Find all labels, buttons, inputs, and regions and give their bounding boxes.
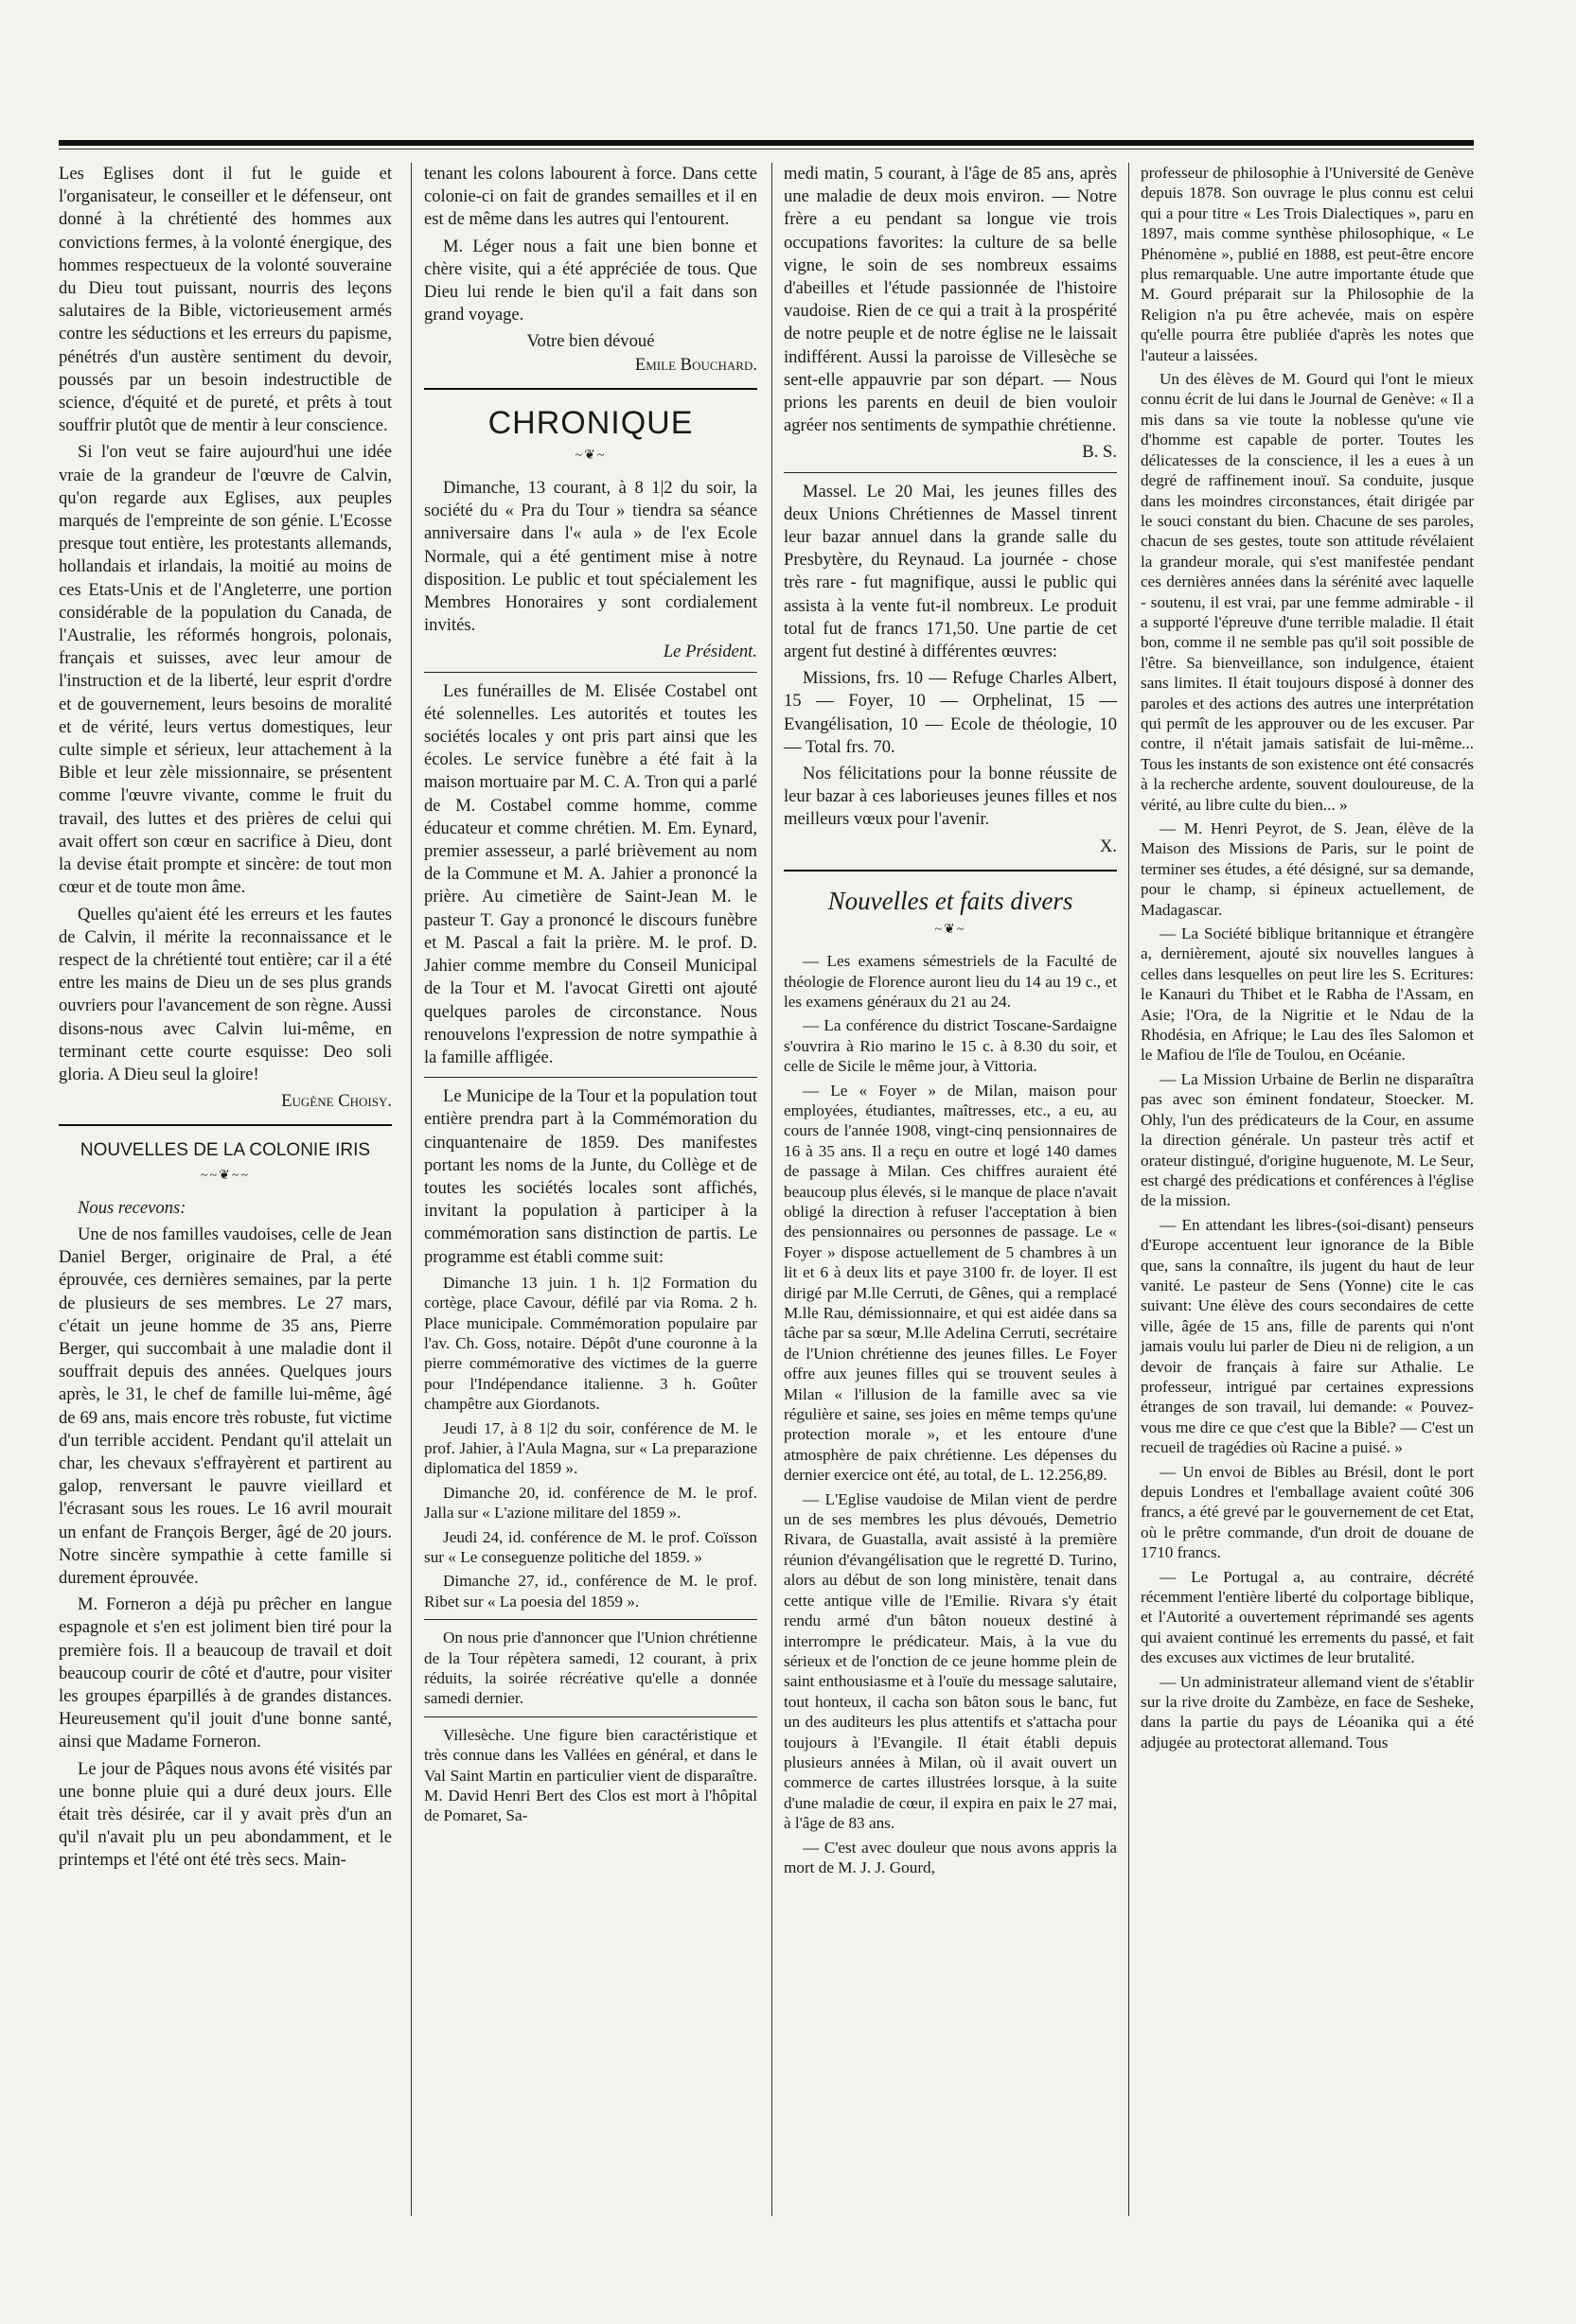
section-heading: CHRONIQUE xyxy=(487,404,694,441)
column-divider xyxy=(771,163,772,2216)
top-rule xyxy=(59,140,1474,146)
paragraph: Les Eglises dont il fut le guide et l'organisateur, le conseiller et le défenseur, ont donné à la chrétienté des hommes aux convictions fermes, à la volonté énergique, des hommes respectueux de la volonté souveraine du Dieu tout puissant, nourris des leçons salutaires de la Bible, victorieusement armés contre les séductions et les erreurs du papisme, pénétrés d'un austère sentiment du devoir, poussés par un besoin indestructible de science, d'équité et de pureté, et prêts à tout souffrir plutôt que de mentir à leur conscience. xyxy=(59,164,392,436)
paragraph: Le jour de Pâques nous avons été visités par une bonne pluie qui a duré deux jours. Elle était très désirée, car il y avait près d'un an qu'il n'avait plu un peu abondamment, et le printemps et l'été ont été très secs. Main- xyxy=(59,1758,392,1871)
paragraph: — Un administrateur allemand vient de s'établir sur la rive droite du Zambèze, en face de Sesheke, dans la partie du pays de Léoanika qui a été adjugée au protectorat allemand. Tous xyxy=(1141,1672,1474,1752)
section-heading: Nouvelles et faits divers xyxy=(827,886,1073,915)
paragraph: — En attendant les libres-(soi-disant) penseurs d'Europe accentuent leur ignorance de la Bible que, sans la connaître, ils jugent du haut de leur vanité. Le pasteur de Sens (Yonne) cite le cas suivant: Une élève des cours secondaires de cette ville, âgée de 15 ans, fille de parents qui n'ont jamais voulu lui parler de Dieu ni de religion, a un devoir de français à faire sur Athalie. Le professeur, intrigué par certaines expressions étranges de son travail, lui demande: « Pouvez-vous me dire ce que c'est que la Bible? — C'est un recueil de tragédies où Racine a puisé. » xyxy=(1141,1215,1474,1457)
paragraph: Une de nos familles vaudoises, celle de Jean Daniel Berger, originaire de Pral, a été éprouvée, ces dernières semaines, par la perte de plusieurs de ses membres. Le 27 mars, c'était un jeune homme de 35 ans, Pierre Berger, qui succombait à une maladie dont il souffrait depuis des années. Quelques jours après, le 31, le chef de famille lui-même, âgé de 69 ans, mais encore très robuste, fut victime d'un terrible accident. Pendant qu'il attelait un char, les chevaux s'effrayèrent et partirent au galop, renversant le pauvre vieillard et l'écrasant sous les roues. Le 16 avril mourait un enfant de François Berger, âgé de 20 jours. Notre sincère sympathie à cette famille si durement éprouvée. xyxy=(59,1224,392,1588)
signature: X. xyxy=(1099,836,1117,856)
paragraph: — M. Henri Peyrot, de S. Jean, élève de la Maison des Missions de Paris, sur le point de terminer ses études, a été désigné, sur sa demande, pour le champ, si épineux actuellement, de Madagascar. xyxy=(1141,819,1474,919)
paragraph: Quelles qu'aient été les erreurs et les fautes de Calvin, il mérite la reconnaissance et le respect de la chrétienté tout entière; car il a été entre les mains de Dieu un de ses plus grands ouvriers pour l'avancement de son règne. Aussi disons-nous avec Calvin lui-même, en terminant cette courte esquisse: Deo soli gloria. A Dieu seul la gloire! xyxy=(59,904,392,1084)
paragraph: — La Société biblique britannique et étrangère a, dernièrement, ajouté six nouvelles langues à celles dans lesquelles on peut lire les S. Ecritures: le Kanauri du Thibet et le Rabha de l'Assam, en Asie; l'Ora, de la Nigritie et le Ndau de la Rhodésia, en Afrique; le Lau des îles Salomon et le Mafiou de l'île de Toulou, en Océanie. xyxy=(1141,924,1474,1065)
section-rule xyxy=(59,1124,392,1126)
paragraph: tenant les colons labourent à force. Dans cette colonie-ci on fait de grandes semailles et il en est de même dans les autres qui l'entourent. xyxy=(424,164,757,230)
paragraph: Dimanche 13 juin. 1 h. 1|2 Formation du cortège, place Cavour, défilé par via Roma. 2 h. Place municipale. Commémoration populaire par l'av. Ch. Goss, notaire. Dépôt d'une couronne à la pierre commémorative des victimes de la guerre pour l'Indépendance italienne. 3 h. Goûter champêtre aux Giordanots. xyxy=(424,1273,757,1414)
paragraph: Dimanche 27, id., conférence de M. le prof. Ribet sur « La poesia del 1859 ». xyxy=(424,1572,757,1611)
column-4 xyxy=(1141,163,1474,1756)
paragraph: Jeudi 17, à 8 1|2 du soir, conférence de M. le prof. Jahier, à l'Aula Magna, sur « La preparazione diplomatica del 1859 ». xyxy=(424,1418,757,1478)
signature: B. S. xyxy=(1082,442,1117,463)
paragraph: M. Léger nous a fait une bien bonne et chère visite, qui a été appréciée de tous. Que Dieu lui rende le bien qu'il a fait dans son grand voyage. xyxy=(424,236,757,326)
paragraph: — La conférence du district Toscane-Sardaigne s'ouvrira à Rio marino le 15 c. à 8.30 du soir, et celle de Sicile le même jour, à Vittoria. xyxy=(784,1016,1117,1076)
paragraph: — Un envoi de Bibles au Brésil, dont le port depuis Londres et l'emballage avaient coûté 306 francs, a été grevé par le gouvernement de cet Etat, où le prêtre commande, d'un droit de douane de 1710 francs. xyxy=(1141,1462,1474,1562)
paragraph: Missions, frs. 10 — Refuge Charles Albert, 15 — Foyer, 10 — Orphelinat, 15 — Evangélisation, 10 — Ecole de théologie, 10 — Total frs. 70. xyxy=(784,668,1117,757)
paragraph: Jeudi 24, id. conférence de M. le prof. Coïsson sur « Le conseguenze politiche del 1859. » xyxy=(424,1527,757,1567)
closing: Votre bien dévoué xyxy=(526,331,655,352)
top-rule-thin xyxy=(59,149,1474,150)
column-divider xyxy=(411,163,412,2216)
paragraph: — Les examens sémestriels de la Faculté de théologie de Florence auront lieu du 14 au 19 c., et les examens généraux du 21 au 24. xyxy=(784,952,1117,1011)
paragraph: — Le Portugal a, au contraire, décrété récemment l'entière liberté du colportage biblique, et l'Autorité a ouvertement réprimandé ses agents qui avaient continué les errements du passé, et fait des excuses aux victimes de leur brutalité. xyxy=(1141,1567,1474,1667)
paragraph: — Le « Foyer » de Milan, maison pour employées, étudiantes, maîtresses, etc., a eu, au cours de l'année 1908, vingt-cinq pensionnaires de 16 à 35 ans. Il a reçu en outre et logé 140 dames de passage à Milan. Ces chiffres auraient été beaucoup plus élevés, si le manque de place n'avait obligé la direction à refuser l'acceptation à bien des pensionnaires ou personnes de passage. Le « Foyer » dispose actuellement de 5 chambres à un lit et 6 à deux lits et paye 3100 fr. de loyer. Il est dirigé par M.lle Cerruti, de Gênes, qui a remplacé M.lle Rau, démissionnaire, et qui est aidée dans sa tâche par sa sœur, M.lle Adelina Cerruti, secrétaire de l'Union chrétienne des jeunes filles. Le Foyer offre aux jeunes filles qui se trouvent seules à Milan « l'illusion de la famille avec sa vie régulière et saine, ses joies en même temps qu'une protection morale », et les entoure d'une atmosphère de paix chrétienne. Les dépenses du dernier exercice ont été, au total, de L. 12.256,89. xyxy=(784,1081,1117,1485)
paragraph: Un des élèves de M. Gourd qui l'ont le mieux connu écrit de lui dans le Journal de Genève: « Il a mis dans sa vie toute la noblesse qu'une vie d'homme est capable de porter. Toutes les délicatesses de la conscience, il les a eues à un degré de raffinement inouï. Sa conduite, jusque dans les moindres circonstances, était dirigée par le souci constant du bien. Chacune de ses paroles, chacun de ses gestes, toute son attitude révélaient la grandeur morale, qui s'est manifestée pendant ces dernières années dans la sérénité avec laquelle - soutenu, il est vrai, par une femme admirable - il a supporté l'épreuve d'une terrible maladie. Il était bon, comme il ne semble pas qu'il soit possible de l'être. Sa bienveillance, son indulgence, étaient sans limites. Il était toujours disposé à donner des paroles et des actions des autres une interprétation qui permît de les approuver ou de les excuser. Par contre, il n'était jamais satisfait de lui-même... Tous les instants de son existence ont été consacrés à la recherche ardente, souvent douloureuse, de la vérité, au libre culte du bien... » xyxy=(1141,370,1474,814)
paragraph: professeur de philosophie à l'Université de Genève depuis 1878. Son ouvrage le plus connu est celui qui a pour titre « Les Trois Dialectiques », paru en 1897, mais comme synthèse philosophique, « Le Phénomène », publié en 1888, est peut-être encore plus remarquable. Une autre importante étude que M. Gourd préparait sur la Philosophie de la Religion n'a pu être achevée, mais on espère qu'elle pourra être publiée d'après les notes que l'auteur a laissées. xyxy=(1141,164,1474,364)
paragraph: Le Municipe de la Tour et la population tout entière prendra part à la Commémoration du cinquantenaire de 1859. Des manifestes portant les noms de la Junte, du Collège et de toutes les sociétés locales sont affichés, invitant la population à participer à la commémoration sans distinction de partis. Le programme est établi comme suit: xyxy=(424,1086,757,1267)
signature: Eugène Choisy. xyxy=(281,1091,392,1112)
column-1 xyxy=(59,163,392,1876)
paragraph: Dimanche, 13 courant, à 8 1|2 du soir, la société du « Pra du Tour » tiendra sa séance anniversaire dans l'« aula » de l'ex Ecole Normale, qui a été gentiment mise à notre disposition. Le public et tout spécialement les Membres Honoraires y sont cordialement invités. xyxy=(424,478,757,636)
paragraph: Massel. Le 20 Mai, les jeunes filles des deux Unions Chrétiennes de Massel tinrent leur bazar annuel dans la grande salle du Presbytère, du Reynaud. La journée - chose très rare - fut magnifique, aussi le public qui assista à la vente fut-il nombreux. Le produit total fut de francs 171,50. Une partie de cet argent fut destiné à différentes œuvres: xyxy=(784,481,1117,662)
paragraph: medi matin, 5 courant, à l'âge de 85 ans, après une maladie de deux mois environ. — Notre frère a eu pendant sa longue vie trois occupations favorites: la culture de sa belle vigne, le soin de ses nombreux essaims d'abeilles et l'étude passionnée de l'histoire vaudoise. Rien de ce qui a trait à la prospérité de notre peuple et de notre église ne le laissait indifférent. Aussi la paroisse de Villesèche se sent-elle appauvrie par son départ. — Nous prions les parents en deuil de bien vouloir agréer nos sentiments de sympathie chrétienne. xyxy=(784,164,1117,436)
separator xyxy=(424,1619,757,1620)
paragraph: — L'Eglise vaudoise de Milan vient de perdre un de ses membres les plus dévoués, Demetrio Rivara, de Guastalla, avait assisté à la première réunion d'évangélisation que le regretté D. Turino, alors au début de son long ministère, tenait dans cette antique ville de l'Emilie. Rivara s'y était rendu armé d'un bâton noueux destiné à interrompre le prédicateur. Mais, à la vue du sérieux et de l'onction de ce jeune homme plein de saint enthousiasme et à l'ouïe du message salutaire, tout honteux, il cacha son bâton sous le banc, fut un des auditeurs les plus attentifs et s'attacha pour toujours à l'Evangile. Il était établi depuis plusieurs années à Milan, où il avait ouvert un commerce de cartes illustrées lorsque, à la suite d'une maladie de cœur, il expira en paix le 27 mai, à l'âge de 83 ans. xyxy=(784,1489,1117,1833)
paragraph: Nos félicitations pour la bonne réussite de leur bazar à ces laborieuses jeunes filles et nos meilleurs vœux pour l'avenir. xyxy=(784,764,1117,830)
paragraph: Villesèche. Une figure bien caractéristique et très connue dans les Vallées en général, et dans le Val Saint Martin en particulier vient de disparaître. M. David Henri Bert des Clos est mort à l'hôpital de Pomaret, Sa- xyxy=(424,1725,757,1825)
paragraph: — C'est avec douleur que nous avons appris la mort de M. J. J. Gourd, xyxy=(784,1838,1117,1876)
section-rule xyxy=(424,388,757,390)
signature: Emile Bouchard. xyxy=(634,354,757,375)
paragraph: Dimanche 20, id. conférence de M. le prof. Jalla sur « L'azione militare del 1859 ». xyxy=(424,1483,757,1523)
separator xyxy=(784,472,1117,473)
intro-line: Nous recevons: xyxy=(78,1197,186,1218)
paragraph: Les funérailles de M. Elisée Costabel ont été solennelles. Les autorités et toutes les sociétés locales y ont pris part ainsi que les écoles. Le service funèbre a été fait à la maison mortuaire par M. C. A. Tron qui a parlé de M. Costabel comme homme, comme éducateur et comme chrétien. M. Em. Eynard, premier assesseur, a parlé brièvement au nom de la Commune et M. A. Jahier a prononcé la prière. Au cimetière de Saint-Jean M. le pasteur T. Gay a prononcé le discours funèbre et M. Pascal a fait la prière. M. le prof. D. Jahier comme membre du Conseil Municipal de la Tour et M. l'avocat Giretti ont ajouté quelques paroles de circonstance. Nous renouvelons l'expression de notre sympathie à la famille affligée. xyxy=(424,680,757,1067)
signature: Le Président. xyxy=(663,642,757,662)
column-divider xyxy=(1128,163,1129,2216)
paragraph: M. Forneron a déjà pu prêcher en langue espagnole et s'en est joliment bien tiré pour la première fois. Il a beaucoup de travail et doit beaucoup courir de côté et d'autre, pour visiter les groupes éparpillés à de grandes distances. Heureusement qu'il jouit d'une bonne santé, ainsi que Madame Forneron. xyxy=(59,1594,392,1752)
paragraph: — La Mission Urbaine de Berlin ne disparaîtra pas avec son éminent fondateur, Stoecker. M. Ohly, l'un des prédicateurs de la Cour, en assume la direction générale. Un pasteur très actif et orateur distingué, d'origine huguenote, M. Le Seur, est chargé des prédications et conférences à l'église de la mission. xyxy=(1141,1069,1474,1210)
ornament: ~❦~ xyxy=(575,448,607,463)
separator xyxy=(424,1077,757,1078)
paragraph: On nous prie d'annoncer que l'Union chrétienne de la Tour répètera samedi, 12 courant, à prix réduits, la soirée récréative qu'elle a donnée samedi dernier. xyxy=(424,1629,757,1708)
ornament: ~❦~ xyxy=(934,922,966,937)
separator xyxy=(424,672,757,673)
column-3 xyxy=(784,163,1117,1881)
column-2 xyxy=(424,163,757,1830)
section-heading: NOUVELLES DE LA COLONIE IRIS xyxy=(80,1140,371,1161)
ornament: ~~❦~~ xyxy=(200,1168,251,1183)
paragraph: Si l'on veut se faire aujourd'hui une idée vraie de la grandeur de l'œuvre de Calvin, qu'on regarde aux Eglises, aux peuples marqués de l'empreinte de son génie. L'Ecosse presque tout entière, les protestants allemands, hollandais et irlandais, la moitié au moins de ces Etats-Unis et de l'Angleterre, une portion considérable de la population du Canada, de l'Australie, les réformés hongrois, polonais, français et suisses, avec leur amour de l'instruction et de la liberté, leur esprit d'ordre et de gouvernement, leurs besoins de moralité et de vérité, leurs vertus domestiques, leur culte simple et sérieux, leur attachement à la Bible et leur zèle missionnaire, se présentent comme l'œuvre vivante, comme le fruit du travail, des luttes et des prières de celui qui avait offert son cœur en sacrifice à Dieu, dont la devise était prompte et sincère: de tout mon cœur et de toute mon âme. xyxy=(59,442,392,898)
section-rule xyxy=(784,870,1117,872)
